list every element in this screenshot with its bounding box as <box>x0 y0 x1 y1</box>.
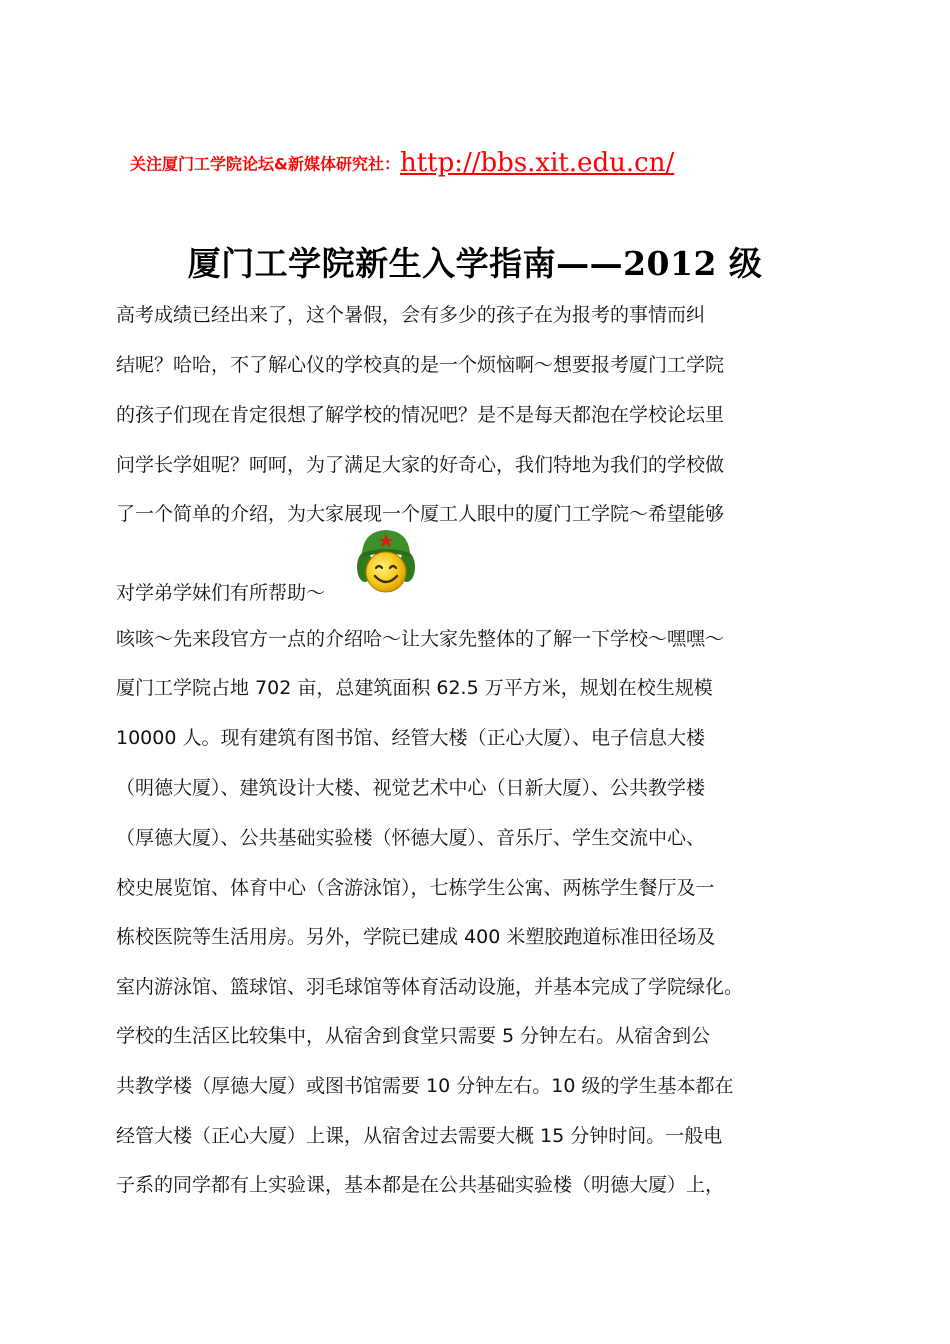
text-line-15: 学校的生活区比较集中，从宿舍到食堂只需要 5 分钟左右。从宿舍到公 <box>116 1025 711 1047</box>
forum-link[interactable]: http://bbs.xit.edu.cn/ <box>399 148 675 178</box>
forum-promo-line <box>130 148 674 184</box>
text-line-7: 咳咳～先来段官方一点的介绍哈～让大家先整体的了解一下学校～嘿嘿～ <box>116 628 725 650</box>
text-line-1: 高考成绩已经出来了，这个暑假，会有多少的孩子在为报考的事情而纠 <box>116 304 706 326</box>
text-line-4: 问学长学姐呢？呵呵，为了满足大家的好奇心，我们特地为我们的学校做 <box>116 454 725 476</box>
document-title: 厦门工学院新生入学指南——2012 级 <box>187 244 763 283</box>
text-line-17: 经管大楼（正心大厦）上课，从宿舍过去需要大概 15 分钟时间。一般电 <box>116 1125 723 1147</box>
text-line-9: 10000 人。现有建筑有图书馆、经管大楼（正心大厦）、电子信息大楼 <box>116 727 705 749</box>
text-line-18: 子系的同学都有上实验课，基本都是在公共基础实验楼（明德大厦）上， <box>116 1174 725 1196</box>
text-line-8: 厦门工学院占地 702 亩，总建筑面积 62.5 万平方米，规划在校生规模 <box>116 677 713 699</box>
text-line-13: 栋校医院等生活用房。另外，学院已建成 400 米塑胶跑道标准田径场及 <box>116 926 716 948</box>
text-line-10: （明德大厦）、建筑设计大楼、视觉艺术中心（日新大厦）、公共教学楼 <box>116 777 706 799</box>
text-line-11: （厚德大厦）、公共基础实验楼（怀德大厦）、音乐厅、学生交流中心、 <box>116 827 706 849</box>
smiley-army-hat-icon <box>356 527 416 595</box>
text-line-3: 的孩子们现在肯定很想了解学校的情况吧？是不是每天都泡在学校论坛里 <box>116 404 725 426</box>
forum-promo-label: 关注厦门工学院论坛&新媒体研究社： <box>130 154 400 174</box>
text-line-16: 共教学楼（厚德大厦）或图书馆需要 10 分钟左右。10 级的学生基本都在 <box>116 1075 734 1097</box>
text-line-2: 结呢？哈哈，不了解心仪的学校真的是一个烦恼啊～想要报考厦门工学院 <box>116 354 725 376</box>
text-line-12: 校史展览馆、体育中心（含游泳馆），七栋学生公寓、两栋学生餐厅及一 <box>116 877 715 899</box>
text-line-6: 对学弟学妹们有所帮助～ <box>116 582 326 604</box>
text-line-5: 了一个简单的介绍，为大家展现一个厦工人眼中的厦门工学院～希望能够 <box>116 503 725 525</box>
text-line-14: 室内游泳馆、篮球馆、羽毛球馆等体育活动设施，并基本完成了学院绿化。 <box>116 976 744 998</box>
